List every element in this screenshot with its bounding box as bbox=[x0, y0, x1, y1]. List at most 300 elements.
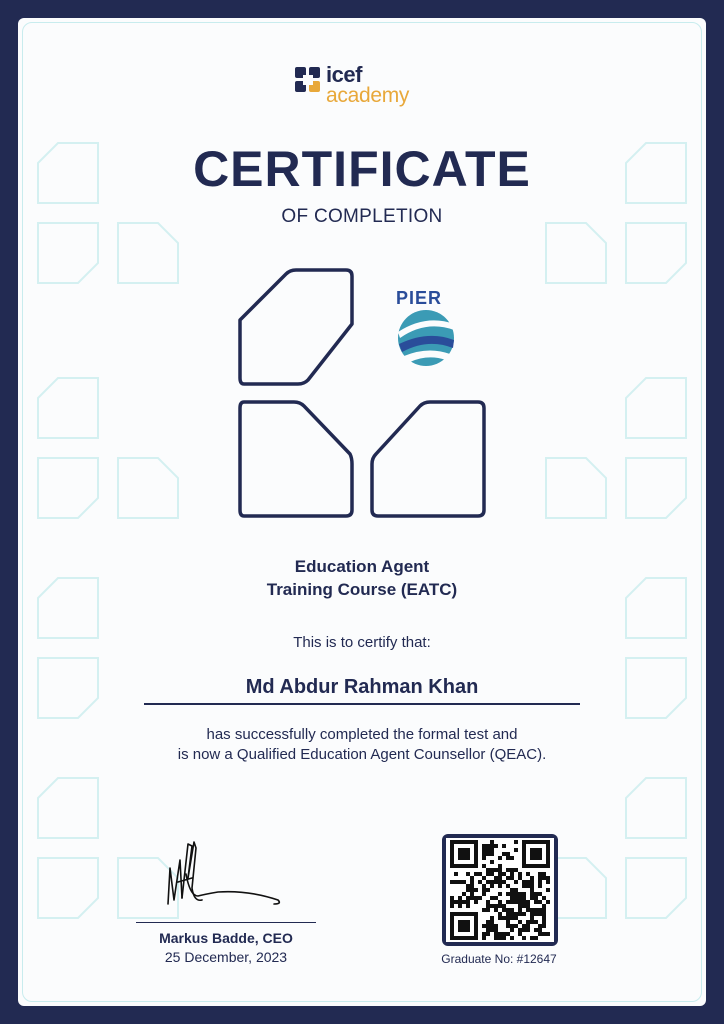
qr-module bbox=[526, 884, 530, 888]
qr-module bbox=[474, 856, 478, 860]
qr-module bbox=[538, 924, 542, 928]
qr-module bbox=[482, 876, 486, 880]
qr-module bbox=[518, 876, 522, 880]
qr-module bbox=[470, 912, 474, 916]
qr-module bbox=[514, 868, 518, 872]
qr-module bbox=[498, 936, 502, 940]
qr-module bbox=[514, 900, 518, 904]
qr-module bbox=[450, 852, 454, 856]
qr-module bbox=[502, 916, 506, 920]
qr-module bbox=[538, 876, 542, 880]
qr-module bbox=[486, 872, 490, 876]
qr-module bbox=[542, 872, 546, 876]
qr-module bbox=[538, 912, 542, 916]
qr-module bbox=[526, 872, 530, 876]
qr-module bbox=[490, 916, 494, 920]
qr-module bbox=[506, 916, 510, 920]
qr-module bbox=[542, 904, 546, 908]
qr-module bbox=[538, 880, 542, 884]
qr-module bbox=[490, 868, 494, 872]
qr-module bbox=[534, 864, 538, 868]
qr-module bbox=[462, 924, 466, 928]
qr-module bbox=[470, 876, 474, 880]
certify-text: This is to certify that: bbox=[293, 634, 431, 651]
qr-module bbox=[514, 912, 518, 916]
qr-module bbox=[530, 840, 534, 844]
qr-module bbox=[490, 904, 494, 908]
qr-module bbox=[482, 844, 486, 848]
qr-module bbox=[474, 912, 478, 916]
qr-module bbox=[474, 924, 478, 928]
qr-module bbox=[462, 892, 466, 896]
qr-module bbox=[502, 932, 506, 936]
qr-module bbox=[494, 896, 498, 900]
qr-module bbox=[510, 896, 514, 900]
qr-module bbox=[510, 924, 514, 928]
qr-module bbox=[486, 900, 490, 904]
qr-module bbox=[462, 856, 466, 860]
qr-module bbox=[458, 936, 462, 940]
qr-module bbox=[510, 888, 514, 892]
qr-module bbox=[494, 844, 498, 848]
qr-module bbox=[490, 852, 494, 856]
qr-module bbox=[530, 912, 534, 916]
qr-module bbox=[506, 852, 510, 856]
qr-module bbox=[498, 864, 502, 868]
qr-module bbox=[542, 916, 546, 920]
qr-module bbox=[486, 848, 490, 852]
qr-module bbox=[506, 856, 510, 860]
qr-module bbox=[458, 840, 462, 844]
qr-module bbox=[506, 920, 510, 924]
logo-text-icef: icef bbox=[326, 62, 362, 87]
qr-module bbox=[542, 840, 546, 844]
course-name-line-2: Training Course (EATC) bbox=[266, 580, 458, 599]
qr-module bbox=[498, 876, 502, 880]
qr-module bbox=[458, 928, 462, 932]
qr-module bbox=[502, 904, 506, 908]
qr-module bbox=[510, 928, 514, 932]
qr-module bbox=[450, 924, 454, 928]
qr-module bbox=[490, 896, 494, 900]
qr-module bbox=[502, 908, 506, 912]
qr-module bbox=[510, 936, 514, 940]
qr-module bbox=[478, 896, 482, 900]
qr-module bbox=[450, 840, 454, 844]
qr-module bbox=[450, 932, 454, 936]
qr-module bbox=[494, 868, 498, 872]
qr-module bbox=[518, 892, 522, 896]
qr-module bbox=[470, 896, 474, 900]
qr-module bbox=[534, 848, 538, 852]
signatory-name: Markus Badde, CEO bbox=[159, 930, 293, 946]
qr-module bbox=[518, 920, 522, 924]
qr-module bbox=[498, 884, 502, 888]
qr-module bbox=[462, 864, 466, 868]
qr-module bbox=[486, 844, 490, 848]
qr-module bbox=[534, 900, 538, 904]
qr-module bbox=[490, 880, 494, 884]
qr-module bbox=[534, 896, 538, 900]
qr-module bbox=[466, 864, 470, 868]
qr-module bbox=[526, 928, 530, 932]
qr-module bbox=[466, 888, 470, 892]
qr-module bbox=[474, 852, 478, 856]
qr-module bbox=[470, 892, 474, 896]
qr-module bbox=[486, 868, 490, 872]
qr-module bbox=[526, 920, 530, 924]
qr-module bbox=[514, 924, 518, 928]
qr-module bbox=[470, 864, 474, 868]
qr-module bbox=[474, 896, 478, 900]
qr-module bbox=[474, 864, 478, 868]
qr-module bbox=[546, 932, 550, 936]
qr-module bbox=[546, 880, 550, 884]
qr-module bbox=[458, 864, 462, 868]
qr-module bbox=[466, 900, 470, 904]
qr-module bbox=[530, 920, 534, 924]
qr-module bbox=[502, 852, 506, 856]
qr-module bbox=[518, 932, 522, 936]
qr-module bbox=[482, 936, 486, 940]
qr-module bbox=[450, 900, 454, 904]
qr-module bbox=[490, 884, 494, 888]
qr-module bbox=[458, 924, 462, 928]
qr-module bbox=[506, 892, 510, 896]
qr-module bbox=[502, 880, 506, 884]
qr-module bbox=[458, 880, 462, 884]
qr-module bbox=[454, 840, 458, 844]
qr-module bbox=[474, 848, 478, 852]
qr-module bbox=[510, 876, 514, 880]
qr-module bbox=[526, 840, 530, 844]
graduate-number: Graduate No: #12647 bbox=[441, 952, 557, 966]
qr-module bbox=[498, 904, 502, 908]
qr-module bbox=[538, 852, 542, 856]
signature-line bbox=[136, 922, 316, 923]
qr-module bbox=[474, 936, 478, 940]
qr-module bbox=[498, 872, 502, 876]
qr-module bbox=[526, 900, 530, 904]
qr-module bbox=[534, 920, 538, 924]
qr-module bbox=[546, 856, 550, 860]
qr-module bbox=[474, 932, 478, 936]
qr-module bbox=[530, 848, 534, 852]
qr-module bbox=[514, 892, 518, 896]
qr-module bbox=[522, 840, 526, 844]
qr-module bbox=[514, 896, 518, 900]
emblem-shape-top bbox=[240, 270, 352, 384]
qr-module bbox=[546, 888, 550, 892]
qr-module bbox=[522, 900, 526, 904]
qr-module bbox=[494, 924, 498, 928]
qr-module bbox=[526, 864, 530, 868]
qr-module bbox=[450, 848, 454, 852]
qr-module bbox=[542, 932, 546, 936]
qr-module bbox=[466, 904, 470, 908]
course-name bbox=[18, 555, 706, 601]
qr-module bbox=[450, 896, 454, 900]
qr-module bbox=[474, 840, 478, 844]
qr-module bbox=[522, 880, 526, 884]
qr-module bbox=[530, 856, 534, 860]
qr-module bbox=[522, 884, 526, 888]
qr-module bbox=[522, 848, 526, 852]
qr-module bbox=[514, 848, 518, 852]
qr-module bbox=[450, 912, 454, 916]
qr-module bbox=[450, 860, 454, 864]
qr-module bbox=[534, 892, 538, 896]
qr-module bbox=[538, 872, 542, 876]
qr-module bbox=[526, 908, 530, 912]
qr-module bbox=[486, 924, 490, 928]
qr-module bbox=[498, 932, 502, 936]
qr-module bbox=[486, 932, 490, 936]
qr-module bbox=[506, 932, 510, 936]
certificate-page bbox=[18, 18, 706, 1006]
qr-module bbox=[542, 912, 546, 916]
qr-module bbox=[498, 900, 502, 904]
qr-module bbox=[522, 904, 526, 908]
qr-module bbox=[486, 920, 490, 924]
qr-module bbox=[510, 908, 514, 912]
qr-module bbox=[502, 872, 506, 876]
qr-module bbox=[542, 920, 546, 924]
qr-module bbox=[546, 876, 550, 880]
qr-module bbox=[530, 896, 534, 900]
qr-module bbox=[530, 864, 534, 868]
qr-module bbox=[510, 856, 514, 860]
qr-module bbox=[518, 928, 522, 932]
qr-module bbox=[450, 936, 454, 940]
qr-module bbox=[458, 852, 462, 856]
qr-module bbox=[530, 892, 534, 896]
emblem-shape-bottom-right bbox=[372, 402, 484, 516]
qr-module bbox=[490, 928, 494, 932]
certificate-title: CERTIFICATE bbox=[193, 141, 531, 197]
qr-module bbox=[486, 928, 490, 932]
qr-module bbox=[546, 844, 550, 848]
qr-module bbox=[486, 908, 490, 912]
qr-module bbox=[482, 932, 486, 936]
qr-module bbox=[546, 864, 550, 868]
qr-module bbox=[450, 920, 454, 924]
qr-module bbox=[498, 916, 502, 920]
qr-module bbox=[462, 852, 466, 856]
qr-module bbox=[526, 904, 530, 908]
qr-module bbox=[486, 880, 490, 884]
qr-module bbox=[510, 900, 514, 904]
qr-module bbox=[454, 900, 458, 904]
qr-module bbox=[474, 916, 478, 920]
qr-module bbox=[466, 872, 470, 876]
qr-module bbox=[458, 896, 462, 900]
qr-module bbox=[450, 916, 454, 920]
qr-module bbox=[518, 904, 522, 908]
qr-module bbox=[494, 908, 498, 912]
qr-module bbox=[518, 912, 522, 916]
qr-module bbox=[462, 848, 466, 852]
qr-module bbox=[470, 840, 474, 844]
qr-module bbox=[466, 896, 470, 900]
qr-module bbox=[522, 852, 526, 856]
qr-module bbox=[466, 924, 470, 928]
qr-module bbox=[458, 912, 462, 916]
qr-module bbox=[466, 936, 470, 940]
qr-module bbox=[494, 928, 498, 932]
certificate-subtitle: OF COMPLETION bbox=[281, 206, 443, 227]
qr-module bbox=[534, 840, 538, 844]
qr-module bbox=[538, 840, 542, 844]
qr-module bbox=[538, 932, 542, 936]
qr-module bbox=[538, 900, 542, 904]
qr-module bbox=[522, 924, 526, 928]
qr-module bbox=[454, 880, 458, 884]
qr-module bbox=[462, 920, 466, 924]
qr-module bbox=[494, 880, 498, 884]
qr-module bbox=[450, 904, 454, 908]
qr-module bbox=[466, 920, 470, 924]
qr-module bbox=[542, 908, 546, 912]
qr-module bbox=[478, 872, 482, 876]
qr-module bbox=[454, 872, 458, 876]
course-name-line-1: Education Agent bbox=[294, 557, 430, 576]
qr-module bbox=[482, 908, 486, 912]
qr-module bbox=[530, 908, 534, 912]
qr-module bbox=[490, 844, 494, 848]
qr-module bbox=[494, 932, 498, 936]
qr-module bbox=[542, 924, 546, 928]
qr-module bbox=[522, 844, 526, 848]
qr-module bbox=[462, 880, 466, 884]
qr-module bbox=[490, 924, 494, 928]
qr-module bbox=[470, 880, 474, 884]
handwritten-signature bbox=[158, 838, 298, 918]
qr-module bbox=[502, 936, 506, 940]
qr-module bbox=[470, 884, 474, 888]
qr-code[interactable] bbox=[442, 834, 558, 946]
qr-module bbox=[482, 892, 486, 896]
qr-module bbox=[522, 912, 526, 916]
qr-module bbox=[526, 924, 530, 928]
qr-module bbox=[542, 876, 546, 880]
qr-module bbox=[506, 908, 510, 912]
qr-module bbox=[490, 848, 494, 852]
qr-module bbox=[510, 872, 514, 876]
qr-module bbox=[534, 908, 538, 912]
qr-module bbox=[522, 928, 526, 932]
qr-module bbox=[474, 920, 478, 924]
qr-module bbox=[498, 856, 502, 860]
statement-line-2: is now a Qualified Education Agent Counsellor (QEAC). bbox=[177, 746, 547, 763]
qr-module bbox=[482, 888, 486, 892]
qr-module bbox=[490, 920, 494, 924]
qr-module bbox=[482, 852, 486, 856]
qr-module bbox=[546, 852, 550, 856]
qr-module bbox=[466, 928, 470, 932]
emblem-graphic bbox=[18, 18, 706, 1006]
qr-module bbox=[542, 864, 546, 868]
emblem-shape-bottom-left bbox=[240, 402, 352, 516]
qr-module bbox=[530, 880, 534, 884]
qr-module bbox=[506, 900, 510, 904]
qr-module bbox=[474, 844, 478, 848]
qr-module bbox=[450, 844, 454, 848]
qr-module bbox=[490, 860, 494, 864]
qr-module bbox=[530, 884, 534, 888]
qr-module bbox=[458, 904, 462, 908]
qr-module bbox=[482, 856, 486, 860]
qr-module bbox=[538, 928, 542, 932]
qr-module bbox=[518, 872, 522, 876]
qr-module bbox=[522, 896, 526, 900]
qr-module bbox=[498, 912, 502, 916]
qr-module bbox=[474, 860, 478, 864]
qr-module bbox=[506, 912, 510, 916]
qr-module bbox=[534, 912, 538, 916]
qr-module bbox=[494, 904, 498, 908]
qr-module bbox=[506, 924, 510, 928]
logo-text-academy: academy bbox=[326, 84, 410, 107]
pier-logo-text: PIER bbox=[396, 288, 443, 308]
qr-module bbox=[462, 840, 466, 844]
qr-module bbox=[502, 844, 506, 848]
qr-module bbox=[462, 900, 466, 904]
completion-statement bbox=[18, 725, 706, 765]
qr-module bbox=[522, 936, 526, 940]
qr-module bbox=[506, 884, 510, 888]
qr-module bbox=[482, 848, 486, 852]
qr-module bbox=[506, 876, 510, 880]
qr-module bbox=[542, 896, 546, 900]
qr-module bbox=[474, 888, 478, 892]
qr-module bbox=[466, 852, 470, 856]
qr-module bbox=[450, 880, 454, 884]
qr-module bbox=[538, 848, 542, 852]
qr-module bbox=[546, 860, 550, 864]
qr-module bbox=[530, 876, 534, 880]
qr-module bbox=[486, 888, 490, 892]
qr-module bbox=[518, 896, 522, 900]
qr-module bbox=[514, 880, 518, 884]
recipient-underline bbox=[144, 703, 580, 705]
qr-module bbox=[454, 936, 458, 940]
qr-module bbox=[530, 888, 534, 892]
qr-module bbox=[454, 864, 458, 868]
qr-module bbox=[534, 936, 538, 940]
qr-module bbox=[458, 920, 462, 924]
qr-module bbox=[522, 892, 526, 896]
qr-module bbox=[522, 856, 526, 860]
qr-module bbox=[522, 860, 526, 864]
qr-module bbox=[522, 864, 526, 868]
qr-module bbox=[450, 928, 454, 932]
qr-module bbox=[458, 848, 462, 852]
qr-module bbox=[466, 884, 470, 888]
qr-module bbox=[458, 856, 462, 860]
qr-module bbox=[538, 864, 542, 868]
qr-module bbox=[490, 872, 494, 876]
qr-module bbox=[494, 876, 498, 880]
qr-module bbox=[534, 856, 538, 860]
qr-module bbox=[498, 868, 502, 872]
statement-line-1: has successfully completed the formal test and bbox=[206, 726, 518, 743]
qr-module bbox=[450, 864, 454, 868]
qr-module bbox=[482, 924, 486, 928]
qr-module bbox=[474, 900, 478, 904]
qr-module bbox=[454, 912, 458, 916]
qr-module bbox=[538, 908, 542, 912]
